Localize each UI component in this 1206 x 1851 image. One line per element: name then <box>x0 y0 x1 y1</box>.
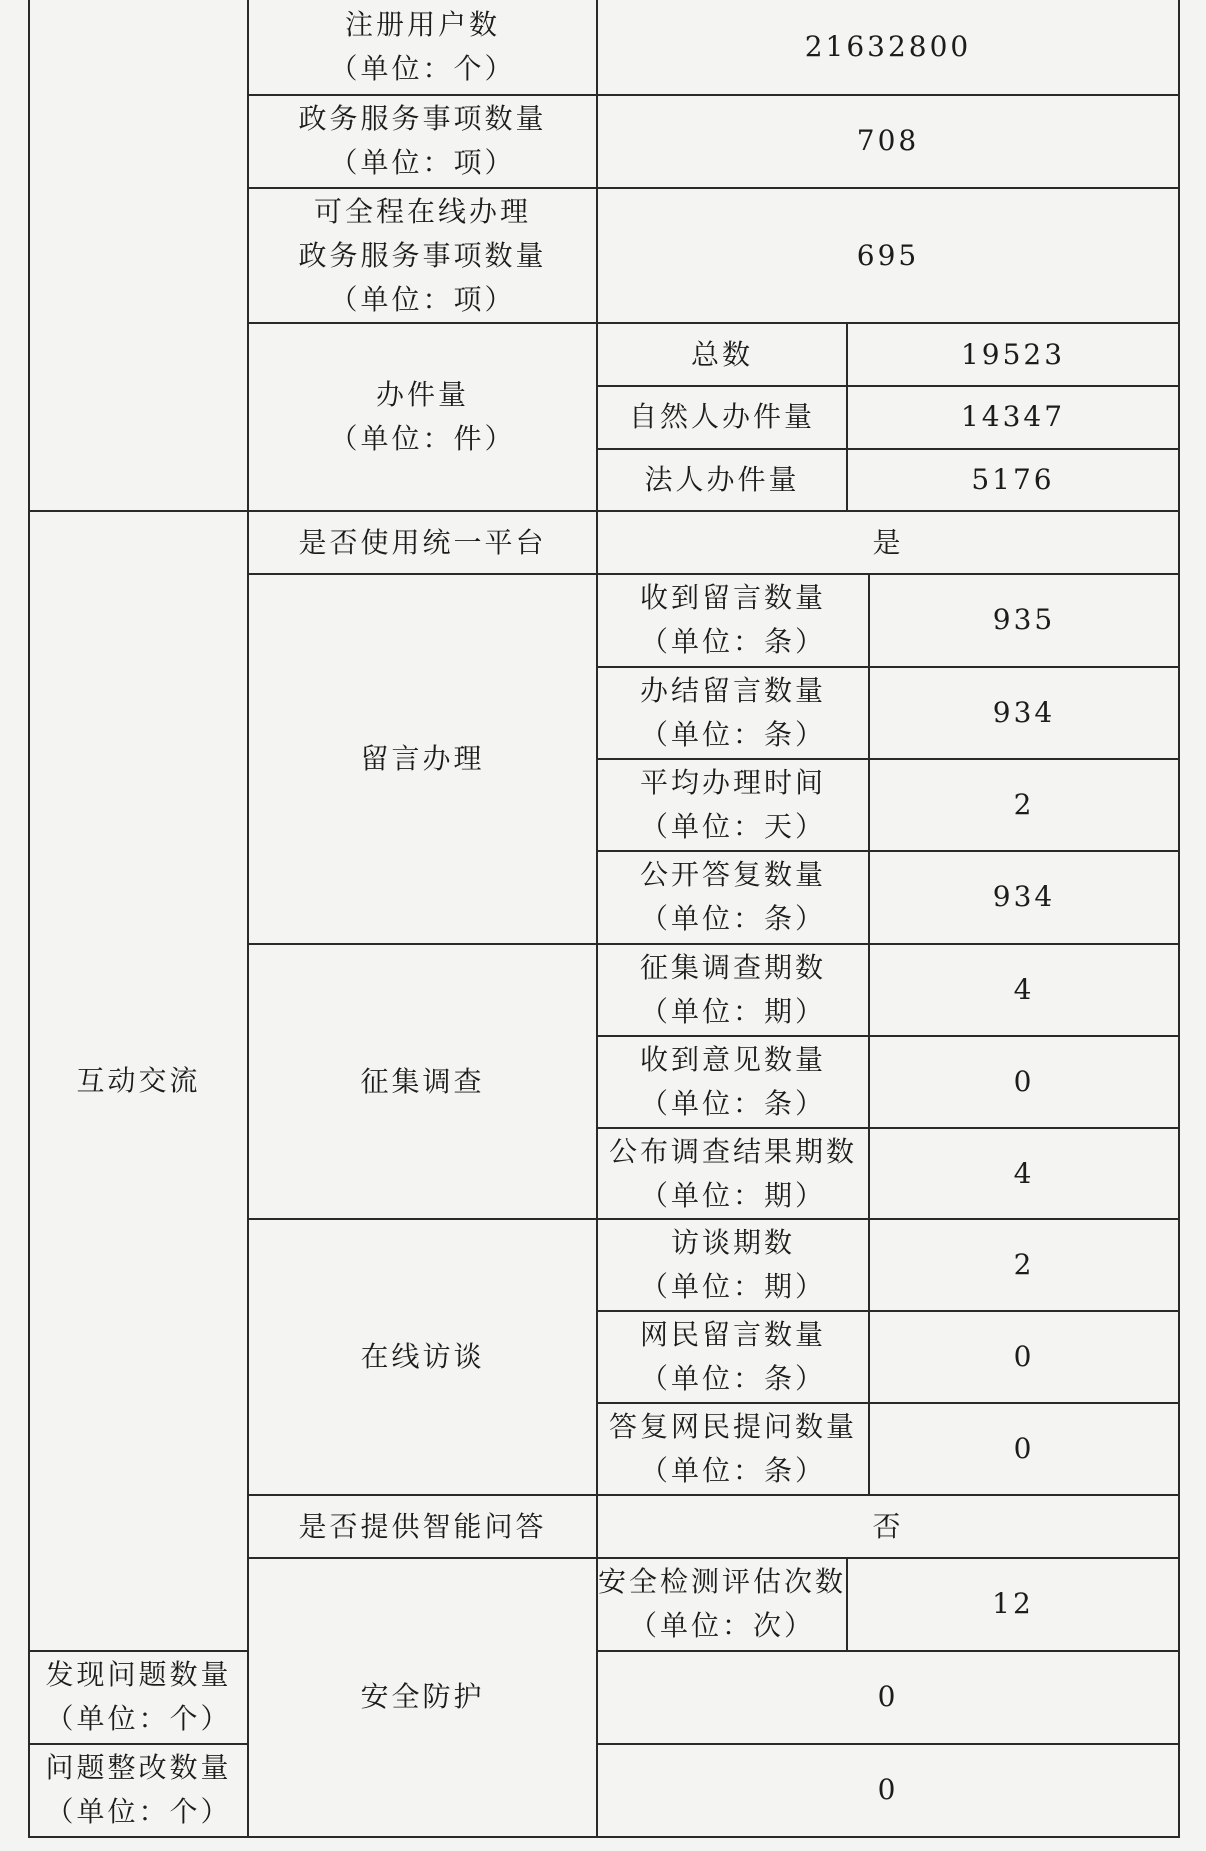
label-line: 注册用户数 <box>344 7 500 41</box>
label-line: 公布调查结果期数 <box>608 1134 857 1168</box>
label-messages: 留言办理 <box>248 574 597 944</box>
label-interview-periods <box>597 1219 869 1311</box>
label-security-assessments <box>597 1558 847 1651</box>
unit-line: （单位：件） <box>329 422 516 456</box>
value-messages-received: 935 <box>869 574 1179 667</box>
unit-line: （单位：个） <box>45 1702 232 1736</box>
value-service-items: 708 <box>597 95 1179 188</box>
label-line: 网民留言数量 <box>639 1318 826 1352</box>
value-messages-completed: 934 <box>869 667 1179 759</box>
unit-line: （单位：期） <box>639 1270 826 1304</box>
value-security-problems: 0 <box>597 1651 1179 1744</box>
unit-line: （单位：个） <box>45 1795 232 1829</box>
label-line: 安全检测评估次数 <box>598 1565 847 1599</box>
label-line: 收到留言数量 <box>639 581 826 615</box>
row-security-fixed <box>29 1744 1179 1837</box>
value-interview-messages: 0 <box>869 1311 1179 1403</box>
row-registered-users <box>29 0 1179 95</box>
label-service-items <box>248 95 597 188</box>
label-line: 问题整改数量 <box>45 1751 232 1785</box>
label-security-problems <box>29 1651 248 1744</box>
label-line: 征集调查期数 <box>639 950 826 984</box>
value-unified-platform: 是 <box>597 511 1179 574</box>
label-line: 发现问题数量 <box>45 1658 232 1692</box>
label-line: 政务服务事项数量 <box>298 102 547 136</box>
unit-line: （单位：个） <box>329 51 516 85</box>
value-security-fixed: 0 <box>597 1744 1179 1837</box>
unit-line: （单位：条） <box>639 717 826 751</box>
value-registered-users: 21632800 <box>597 0 1179 95</box>
label-interview-answers <box>597 1403 869 1495</box>
value-cases-natural: 14347 <box>847 386 1179 449</box>
value-interview-periods: 2 <box>869 1219 1179 1311</box>
category-security: 安全防护 <box>248 1558 597 1837</box>
label-line: 政务服务事项数量 <box>298 238 547 272</box>
label-registered-users <box>248 0 597 95</box>
unit-line: （单位：条） <box>639 1086 826 1120</box>
unit-line: （单位：期） <box>639 994 826 1028</box>
label-online-items <box>248 188 597 323</box>
unit-line: （单位：条） <box>639 1454 826 1488</box>
label-survey-results <box>597 1128 869 1220</box>
unit-line: （单位：项） <box>329 282 516 316</box>
label-survey-periods <box>597 944 869 1036</box>
statistics-table <box>28 0 1180 1838</box>
value-messages-avg-time: 2 <box>869 759 1179 851</box>
unit-line: （单位：期） <box>639 1178 826 1212</box>
value-online-items: 695 <box>597 188 1179 323</box>
value-survey-periods: 4 <box>869 944 1179 1036</box>
label-messages-received <box>597 574 869 667</box>
value-interview-answers: 0 <box>869 1403 1179 1495</box>
value-security-assessments: 12 <box>847 1558 1179 1651</box>
label-security-fixed <box>29 1744 248 1837</box>
label-cases-legal: 法人办件量 <box>597 449 847 512</box>
label-messages-public <box>597 851 869 944</box>
label-smart-qa: 是否提供智能问答 <box>248 1495 597 1558</box>
label-line: 答复网民提问数量 <box>608 1410 857 1444</box>
value-smart-qa: 否 <box>597 1495 1179 1558</box>
label-messages-avg-time <box>597 759 869 851</box>
label-line: 收到意见数量 <box>639 1042 826 1076</box>
value-survey-opinions: 0 <box>869 1036 1179 1128</box>
value-cases-total: 19523 <box>847 323 1179 386</box>
label-line: 平均办理时间 <box>639 765 826 799</box>
unit-line: （单位：条） <box>639 1362 826 1396</box>
label-survey: 征集调查 <box>248 944 597 1220</box>
unit-line: （单位：次） <box>628 1609 815 1643</box>
unit-line: （单位：天） <box>639 809 826 843</box>
unit-line: （单位：条） <box>639 625 826 659</box>
label-cases <box>248 323 597 511</box>
value-survey-results: 4 <box>869 1128 1179 1220</box>
label-unified-platform: 是否使用统一平台 <box>248 511 597 574</box>
label-messages-completed <box>597 667 869 759</box>
unit-line: （单位：条） <box>639 902 826 936</box>
value-messages-public: 934 <box>869 851 1179 944</box>
label-line: 办件量 <box>375 378 469 412</box>
category-interaction: 互动交流 <box>29 511 248 1651</box>
label-interview: 在线访谈 <box>248 1219 597 1495</box>
unit-line: （单位：项） <box>329 146 516 180</box>
label-line: 办结留言数量 <box>639 673 826 707</box>
category-cell-service <box>29 0 248 511</box>
label-cases-total: 总数 <box>597 323 847 386</box>
label-interview-messages <box>597 1311 869 1403</box>
label-line: 公开答复数量 <box>639 858 826 892</box>
label-survey-opinions <box>597 1036 869 1128</box>
label-line: 访谈期数 <box>670 1226 795 1260</box>
value-cases-legal: 5176 <box>847 449 1179 512</box>
label-cases-natural: 自然人办件量 <box>597 386 847 449</box>
row-security-problems <box>29 1651 1179 1744</box>
row-unified-platform <box>29 511 1179 574</box>
label-line: 可全程在线办理 <box>313 194 531 228</box>
